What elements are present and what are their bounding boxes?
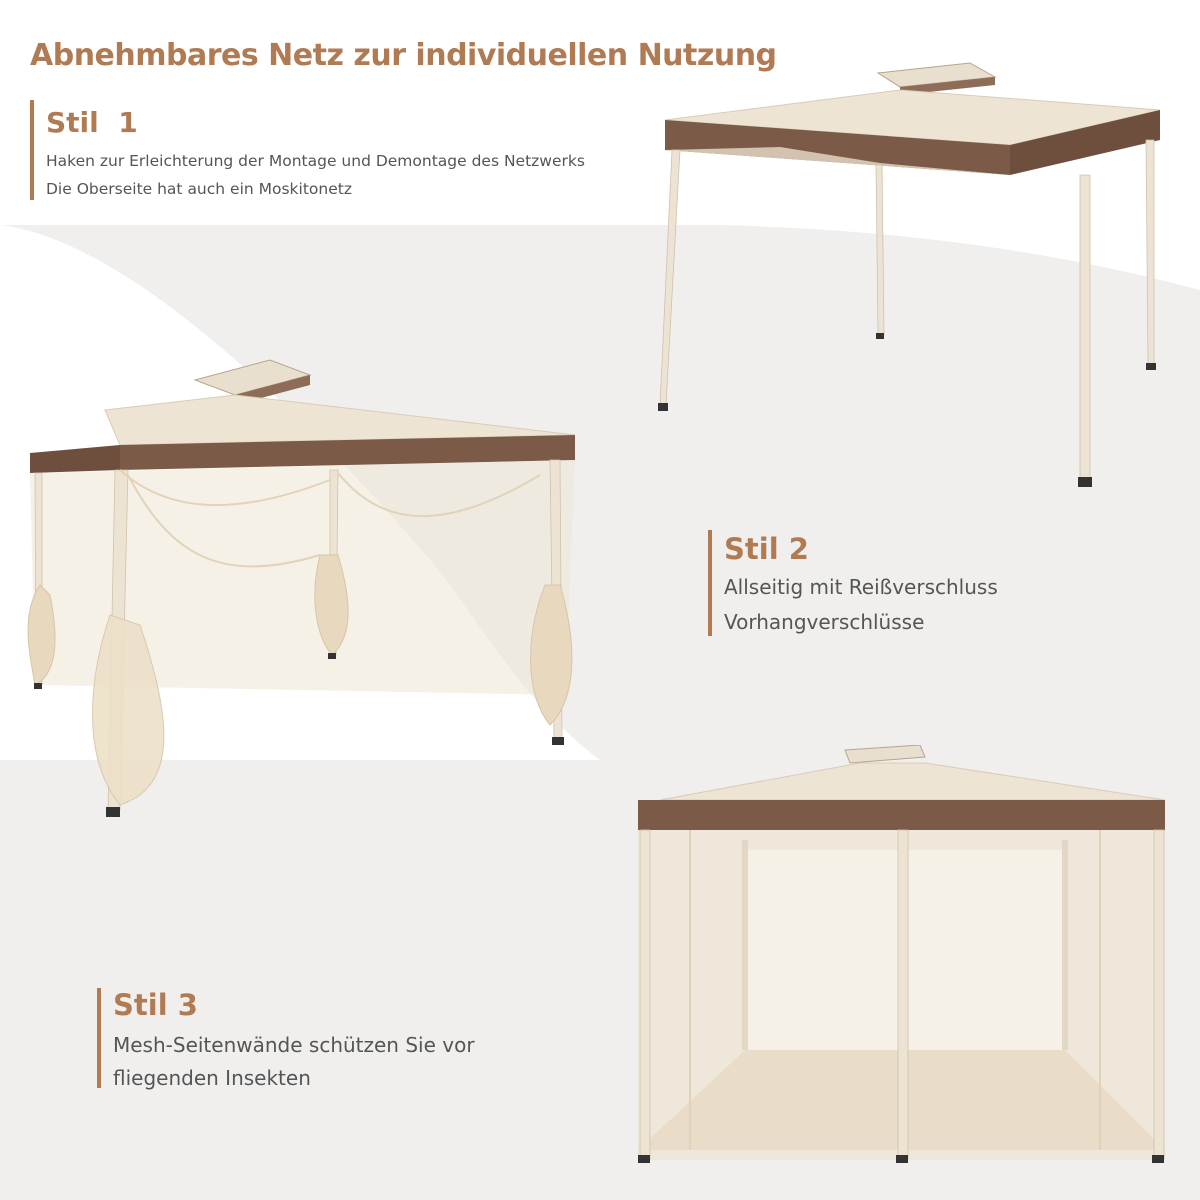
accent-bar xyxy=(97,988,101,1088)
style-1-line-2: Die Oberseite hat auch ein Moskitonetz xyxy=(46,180,352,198)
style-2-title: Stil 2 xyxy=(724,532,809,566)
gazebo-tied-curtains-photo xyxy=(20,355,590,825)
style-1-line-1: Haken zur Erleichterung der Montage und Demontage des Netzwerks xyxy=(46,152,585,170)
style-1-title: Stil 1 xyxy=(46,106,138,139)
headline: Abnehmbares Netz zur individuellen Nutzung xyxy=(30,38,777,73)
gazebo-frame-photo xyxy=(650,55,1180,495)
accent-bar xyxy=(708,530,712,636)
style-2-line-2: Vorhangverschlüsse xyxy=(724,610,925,634)
style-3-line-1: Mesh-Seitenwände schützen Sie vor xyxy=(113,1033,475,1057)
style-3-line-2: fliegenden Insekten xyxy=(113,1066,311,1090)
gazebo-closed-netting-photo xyxy=(630,745,1175,1170)
accent-bar xyxy=(30,100,34,200)
style-2-line-1: Allseitig mit Reißverschluss xyxy=(724,575,998,599)
style-3-title: Stil 3 xyxy=(113,988,198,1022)
